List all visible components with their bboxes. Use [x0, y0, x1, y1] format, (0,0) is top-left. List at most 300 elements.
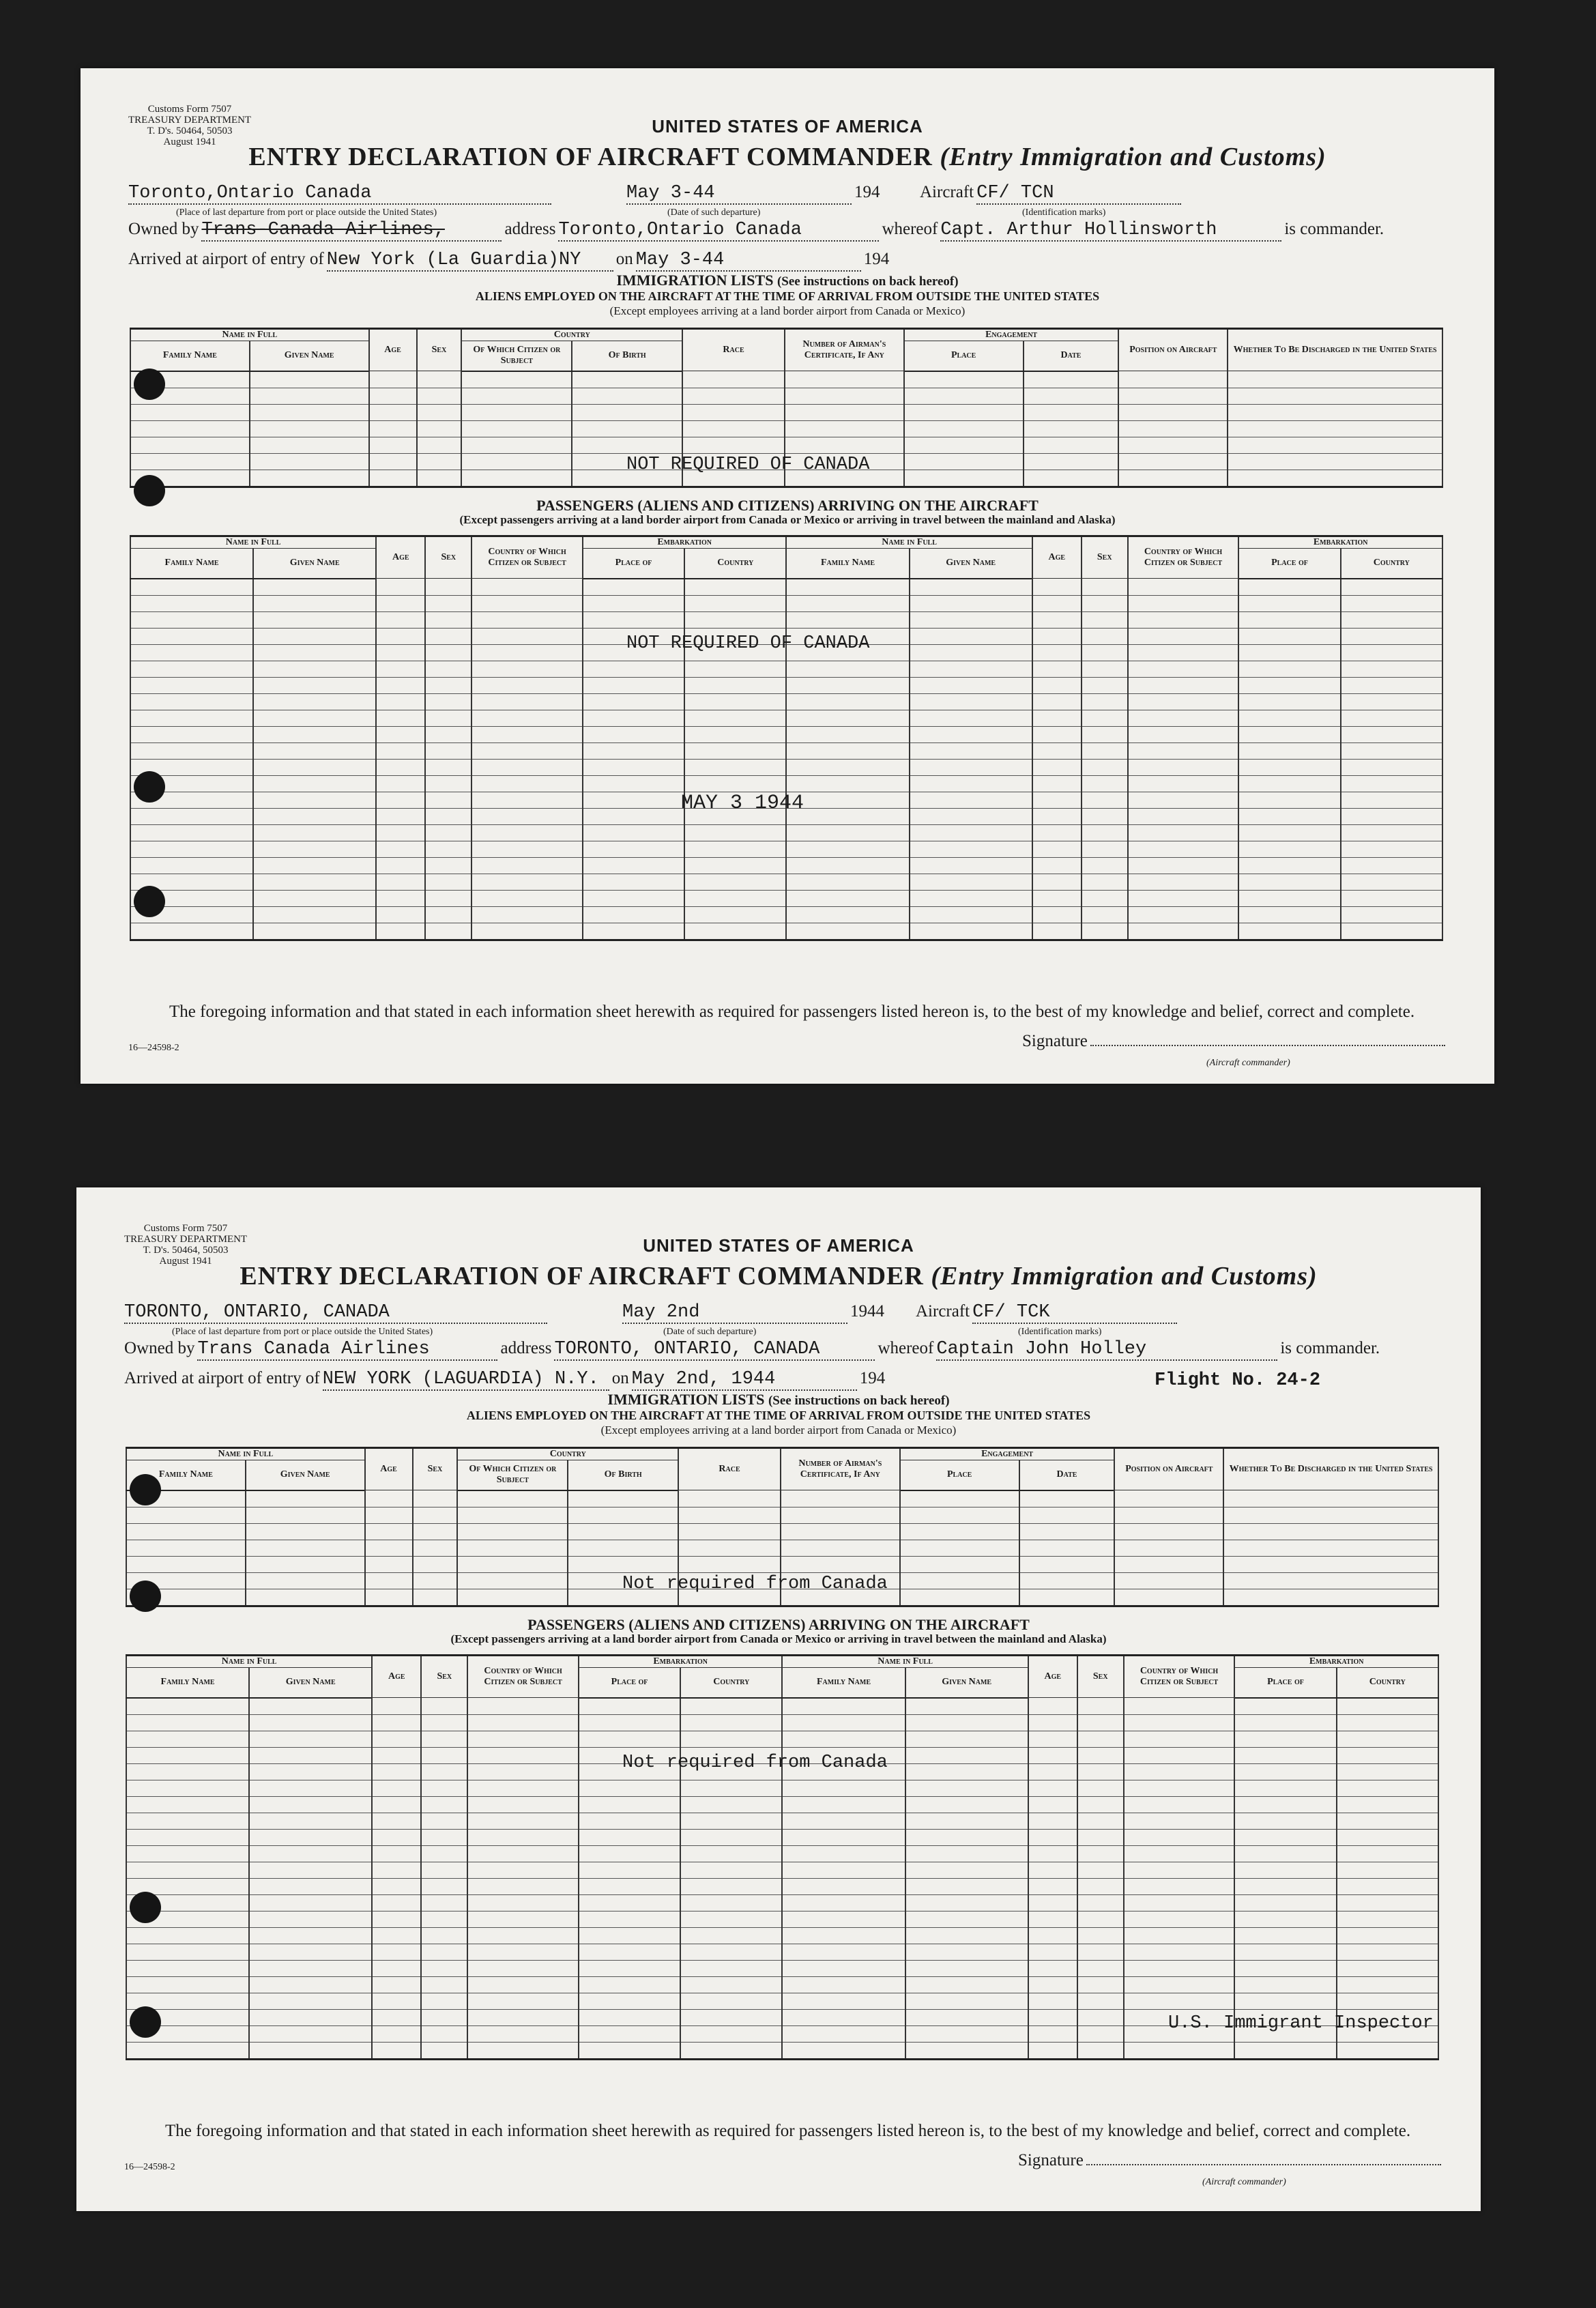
table-cell	[421, 1698, 467, 1715]
table-cell	[1082, 808, 1128, 824]
table-cell	[583, 874, 684, 890]
table-cell	[1238, 775, 1340, 792]
aircraft-label: Aircraft	[916, 1302, 970, 1321]
table-cell	[680, 1731, 782, 1747]
table-cell	[1077, 1763, 1124, 1780]
table-cell	[461, 388, 572, 404]
table-cell	[425, 792, 471, 808]
table-cell	[680, 1976, 782, 1993]
table-cell	[421, 2025, 467, 2042]
table-cell	[250, 420, 369, 437]
table-cell	[684, 579, 786, 596]
table-cell	[785, 404, 904, 420]
table-row	[126, 2042, 1438, 2059]
table-cell	[1077, 2042, 1124, 2059]
table-row	[130, 824, 1442, 841]
table-cell	[130, 710, 253, 726]
table-cell	[1337, 1780, 1438, 1796]
flight-line	[1155, 1370, 1320, 1391]
table-cell	[1028, 1780, 1077, 1796]
table-cell	[457, 1490, 568, 1508]
table-cell	[425, 759, 471, 775]
table-cell	[417, 404, 462, 420]
title-paren: (Entry Immigration and Customs)	[931, 1262, 1318, 1290]
table-cell	[1024, 404, 1119, 420]
table-cell	[467, 2025, 579, 2042]
table-cell	[1228, 470, 1442, 487]
table-cell	[1337, 1731, 1438, 1747]
table-cell	[372, 1960, 421, 1976]
table-cell	[782, 1894, 905, 1911]
table-cell	[425, 874, 471, 890]
passengers-note: NOT REQUIRED OF CANADA	[626, 633, 870, 654]
table-cell	[250, 470, 369, 487]
immigration-heading	[81, 272, 1494, 289]
table-row	[126, 1490, 1438, 1508]
table-cell	[372, 1944, 421, 1960]
aliens-title: ALIENS EMPLOYED ON THE AIRCRAFT AT THE TIME OF ARRIVAL FROM OUTSIDE THE UNITED STATES	[466, 1409, 1091, 1422]
punch-hole	[134, 475, 165, 506]
table-cell	[579, 1944, 680, 1960]
table-cell	[126, 1731, 249, 1747]
table-cell	[471, 906, 583, 923]
table-cell	[910, 874, 1032, 890]
table-cell	[1234, 1829, 1336, 1845]
address: Toronto,Ontario Canada	[558, 220, 879, 242]
table-cell	[1082, 611, 1128, 628]
pass-header-place-right: Place of	[1234, 1668, 1336, 1698]
table-cell	[680, 1894, 782, 1911]
table-cell	[910, 693, 1032, 710]
table-cell	[457, 1556, 568, 1572]
table-cell	[684, 611, 786, 628]
table-cell	[781, 1490, 900, 1508]
crew-header-discharged: Whether To Be Discharged in the United States	[1223, 1448, 1438, 1490]
table-cell	[1032, 726, 1082, 742]
table-cell	[572, 371, 682, 388]
table-cell	[1341, 710, 1442, 726]
table-cell	[1238, 890, 1340, 906]
table-cell	[126, 1845, 249, 1862]
table-cell	[1228, 437, 1442, 453]
table-cell	[1124, 1878, 1235, 1894]
table-cell	[682, 437, 785, 453]
table-cell	[583, 857, 684, 874]
table-cell	[1341, 611, 1442, 628]
table-cell	[1019, 1507, 1115, 1523]
table-cell	[1077, 1862, 1124, 1878]
table-cell	[130, 420, 250, 437]
table-cell	[461, 437, 572, 453]
table-row	[130, 595, 1442, 611]
date-caption: (Date of such departure)	[663, 1327, 757, 1337]
table-cell	[253, 759, 376, 775]
punch-hole	[130, 1474, 161, 1505]
table-cell	[1337, 1763, 1438, 1780]
table-cell	[413, 1507, 458, 1523]
table-cell	[1238, 611, 1340, 628]
declaration-text: The foregoing information and that stated in each information sheet herewith as required for passengers listed hereon is, to the best of my knowledge and belief, correct and complete.	[169, 1002, 1415, 1021]
departure-caption: (Place of last departure from port or place outside the United States)	[172, 1327, 433, 1337]
table-cell	[372, 1993, 421, 2009]
table-cell	[583, 841, 684, 857]
table-cell	[249, 1911, 372, 1927]
declaration-text: The foregoing information and that stated in each information sheet herewith as required for passengers listed hereon is, to the best of my knowledge and belief, correct and complete.	[165, 2122, 1411, 2140]
table-cell	[786, 792, 909, 808]
table-cell	[425, 677, 471, 693]
ident-caption: (Identification marks)	[1022, 207, 1106, 218]
table-cell	[471, 759, 583, 775]
table-cell	[1238, 661, 1340, 677]
pass-header-sex-left: Sex	[425, 536, 471, 579]
table-cell	[579, 2025, 680, 2042]
table-cell	[253, 923, 376, 940]
table-cell	[682, 371, 785, 388]
table-cell	[1077, 2009, 1124, 2025]
table-cell	[910, 923, 1032, 940]
table-cell	[417, 437, 462, 453]
table-cell	[900, 1572, 1019, 1589]
table-cell	[372, 1976, 421, 1993]
table-cell	[1028, 1878, 1077, 1894]
table-cell	[126, 1507, 246, 1523]
table-cell	[1337, 1911, 1438, 1927]
table-cell	[253, 824, 376, 841]
department: TREASURY DEPARTMENT	[128, 115, 252, 126]
crew-header-birth: Of Birth	[572, 341, 682, 371]
table-row	[126, 1813, 1438, 1829]
table-cell	[1124, 1993, 1235, 2009]
table-cell	[1032, 677, 1082, 693]
pass-header-embarkation-right: Embarkation	[1234, 1656, 1438, 1668]
table-cell	[1024, 420, 1119, 437]
table-cell	[782, 1698, 905, 1715]
table-cell	[782, 1960, 905, 1976]
table-cell	[1124, 1976, 1235, 1993]
table-cell	[684, 775, 786, 792]
passengers-table	[130, 535, 1443, 941]
table-cell	[782, 2025, 905, 2042]
table-cell	[471, 579, 583, 596]
table-cell	[457, 1507, 568, 1523]
table-cell	[782, 1829, 905, 1845]
table-cell	[467, 1976, 579, 1993]
table-cell	[904, 470, 1024, 487]
table-cell	[1077, 1698, 1124, 1715]
table-cell	[365, 1589, 413, 1606]
table-cell	[1234, 1845, 1336, 1862]
table-cell	[782, 1714, 905, 1731]
table-row	[126, 1976, 1438, 1993]
table-cell	[583, 726, 684, 742]
table-cell	[786, 693, 909, 710]
table-cell	[253, 579, 376, 596]
aliens-note: NOT REQUIRED OF CANADA	[626, 455, 870, 475]
table-cell	[417, 453, 462, 470]
table-cell	[1118, 470, 1228, 487]
title-paren: (Entry Immigration and Customs)	[940, 143, 1326, 171]
table-cell	[684, 710, 786, 726]
departure-date-line	[622, 1302, 884, 1324]
table-cell	[421, 1927, 467, 1944]
table-cell	[1077, 1960, 1124, 1976]
table-cell	[130, 404, 250, 420]
table-cell	[365, 1556, 413, 1572]
immigration-note: (See instructions on back hereof)	[768, 1394, 950, 1408]
table-cell	[680, 1845, 782, 1862]
departure-line	[124, 1302, 547, 1324]
table-cell	[1032, 775, 1082, 792]
table-cell	[905, 1731, 1028, 1747]
table-cell	[421, 1731, 467, 1747]
table-cell	[376, 710, 425, 726]
table-cell	[1341, 726, 1442, 742]
aliens-sub: (Except employees arriving at a land border airport from Canada or Mexico)	[600, 1424, 957, 1437]
crew-header-country: Country	[461, 329, 682, 341]
passengers-title: PASSENGERS (ALIENS AND CITIZENS) ARRIVING ON THE AIRCRAFT	[527, 1616, 1030, 1633]
table-cell	[253, 857, 376, 874]
crew-header-given: Given Name	[250, 341, 369, 371]
table-cell	[1077, 1780, 1124, 1796]
table-cell	[786, 923, 909, 940]
table-cell	[1124, 1796, 1235, 1813]
table-cell	[249, 1698, 372, 1715]
punch-hole	[134, 886, 165, 917]
table-cell	[910, 644, 1032, 661]
on-label: on	[611, 1369, 629, 1387]
table-cell	[126, 1714, 249, 1731]
table-cell	[1234, 1813, 1336, 1829]
table-cell	[249, 1944, 372, 1960]
table-cell	[905, 1862, 1028, 1878]
table-cell	[579, 2009, 680, 2025]
table-cell	[376, 611, 425, 628]
table-cell	[471, 628, 583, 644]
table-cell	[1228, 388, 1442, 404]
table-cell	[680, 1993, 782, 2009]
declaration-sheet-2	[76, 1187, 1481, 2211]
table-cell	[1032, 841, 1082, 857]
table-cell	[425, 824, 471, 841]
table-cell	[583, 923, 684, 940]
table-cell	[1341, 677, 1442, 693]
table-cell	[1337, 1747, 1438, 1763]
table-cell	[425, 841, 471, 857]
table-cell	[250, 453, 369, 470]
table-cell	[413, 1490, 458, 1508]
table-cell	[1128, 808, 1239, 824]
table-cell	[583, 890, 684, 906]
table-cell	[421, 1714, 467, 1731]
table-cell	[1234, 1796, 1336, 1813]
crew-header-age: Age	[369, 329, 417, 371]
table-cell	[682, 404, 785, 420]
table-cell	[684, 693, 786, 710]
table-cell	[130, 661, 253, 677]
table-cell	[130, 824, 253, 841]
table-row	[130, 420, 1442, 437]
pass-header-family-right: Family Name	[786, 549, 909, 579]
table-cell	[786, 595, 909, 611]
table-cell	[786, 775, 909, 792]
table-cell	[1028, 1829, 1077, 1845]
whereof-label: whereof	[882, 220, 938, 238]
table-cell	[579, 1960, 680, 1976]
table-cell	[785, 388, 904, 404]
table-cell	[1114, 1507, 1223, 1523]
arrival-line	[124, 1369, 885, 1391]
table-cell	[583, 906, 684, 923]
crew-header-sex: Sex	[413, 1448, 458, 1490]
table-cell	[1028, 1927, 1077, 1944]
table-cell	[583, 775, 684, 792]
table-cell	[130, 742, 253, 759]
table-cell	[910, 661, 1032, 677]
table-cell	[421, 1911, 467, 1927]
table-cell	[376, 579, 425, 596]
td-numbers: T. D's. 50464, 50503	[143, 1245, 229, 1256]
table-cell	[684, 824, 786, 841]
ident-caption: (Identification marks)	[1018, 1327, 1102, 1337]
signature-block	[1022, 1032, 1445, 1051]
table-cell	[425, 857, 471, 874]
table-cell	[1223, 1556, 1438, 1572]
table-cell	[904, 371, 1024, 388]
arrival-line	[128, 250, 889, 272]
table-cell	[1337, 1993, 1438, 2009]
table-cell	[904, 404, 1024, 420]
table-cell	[786, 906, 909, 923]
table-cell	[365, 1490, 413, 1508]
table-cell	[684, 841, 786, 857]
departure-date-line	[626, 183, 880, 205]
table-cell	[246, 1572, 365, 1589]
table-cell	[249, 1845, 372, 1862]
table-cell	[471, 841, 583, 857]
table-cell	[1082, 857, 1128, 874]
table-row	[126, 1993, 1438, 2009]
table-cell	[421, 1796, 467, 1813]
table-cell	[421, 1993, 467, 2009]
table-cell	[1238, 923, 1340, 940]
table-cell	[421, 1829, 467, 1845]
pass-header-age-left: Age	[372, 1656, 421, 1698]
table-cell	[1228, 420, 1442, 437]
table-cell	[786, 857, 909, 874]
aircraft-id: CF/ TCN	[976, 183, 1181, 205]
address-label: address	[504, 220, 556, 238]
table-cell	[1077, 1878, 1124, 1894]
table-cell	[579, 1862, 680, 1878]
table-cell	[786, 611, 909, 628]
whereof-label: whereof	[877, 1339, 934, 1357]
table-cell	[471, 742, 583, 759]
table-cell	[781, 1523, 900, 1540]
table-cell	[579, 1714, 680, 1731]
table-cell	[461, 470, 572, 487]
table-cell	[1124, 1813, 1235, 1829]
crew-header-discharged: Whether To Be Discharged in the United States	[1228, 329, 1442, 371]
table-cell	[579, 1894, 680, 1911]
table-cell	[376, 923, 425, 940]
table-cell	[910, 890, 1032, 906]
pass-header-given-right: Given Name	[905, 1668, 1028, 1698]
table-cell	[910, 628, 1032, 644]
commander: Captain John Holley	[936, 1339, 1277, 1361]
table-cell	[253, 628, 376, 644]
table-cell	[782, 1796, 905, 1813]
table-cell	[1032, 824, 1082, 841]
table-cell	[568, 1507, 678, 1523]
crew-header-certificate: Number of Airman's Certificate, If Any	[785, 329, 904, 371]
table-cell	[1238, 759, 1340, 775]
table-cell	[467, 2042, 579, 2059]
table-cell	[421, 1813, 467, 1829]
pass-header-citizen-left: Country of Which Citizen or Subject	[471, 536, 583, 579]
table-cell	[1228, 404, 1442, 420]
table-cell	[680, 1780, 782, 1796]
table-cell	[568, 1490, 678, 1508]
pass-header-name-right: Name in Full	[782, 1656, 1028, 1668]
table-cell	[1337, 1944, 1438, 1960]
table-cell	[369, 388, 417, 404]
table-cell	[684, 857, 786, 874]
table-cell	[680, 1796, 782, 1813]
table-cell	[684, 923, 786, 940]
punch-hole	[134, 369, 165, 400]
crew-header-race: Race	[678, 1448, 781, 1490]
aliens-title: ALIENS EMPLOYED ON THE AIRCRAFT AT THE TIME OF ARRIVAL FROM OUTSIDE THE UNITED STATES	[475, 289, 1100, 303]
table-cell	[1124, 1862, 1235, 1878]
table-cell	[1337, 1976, 1438, 1993]
passengers-sub: (Except passengers arriving at a land border airport from Canada or Mexico or arriving in travel between the mainland and Alaska)	[459, 513, 1116, 526]
table-row	[130, 874, 1442, 890]
table-cell	[372, 1763, 421, 1780]
pass-header-sex-right: Sex	[1077, 1656, 1124, 1698]
table-cell	[369, 470, 417, 487]
table-cell	[372, 1862, 421, 1878]
table-cell	[1337, 1714, 1438, 1731]
table-cell	[1228, 371, 1442, 388]
immigration-title: IMMIGRATION LISTS	[607, 1391, 765, 1408]
table-cell	[425, 742, 471, 759]
table-row	[126, 1960, 1438, 1976]
table-cell	[126, 1927, 249, 1944]
table-cell	[1082, 661, 1128, 677]
declaration-sheet-1	[81, 68, 1494, 1084]
table-row	[126, 1731, 1438, 1747]
print-code: 16—24598-2	[124, 2162, 175, 2172]
pass-header-age-right: Age	[1032, 536, 1082, 579]
table-row	[126, 1523, 1438, 1540]
punch-hole	[130, 2006, 161, 2038]
table-cell	[910, 742, 1032, 759]
table-row	[130, 742, 1442, 759]
pass-header-given-left: Given Name	[249, 1668, 372, 1698]
table-cell	[471, 710, 583, 726]
table-cell	[1019, 1540, 1115, 1556]
commander: Capt. Arthur Hollinsworth	[940, 220, 1281, 242]
aliens-sub: (Except employees arriving at a land border airport from Canada or Mexico)	[609, 304, 966, 317]
table-cell	[249, 1993, 372, 2009]
table-cell	[413, 1556, 458, 1572]
table-cell	[1341, 742, 1442, 759]
table-cell	[1032, 611, 1082, 628]
table-cell	[1337, 1894, 1438, 1911]
table-cell	[782, 1993, 905, 2009]
arrival-date: May 3-44	[636, 250, 861, 272]
table-cell	[471, 644, 583, 661]
